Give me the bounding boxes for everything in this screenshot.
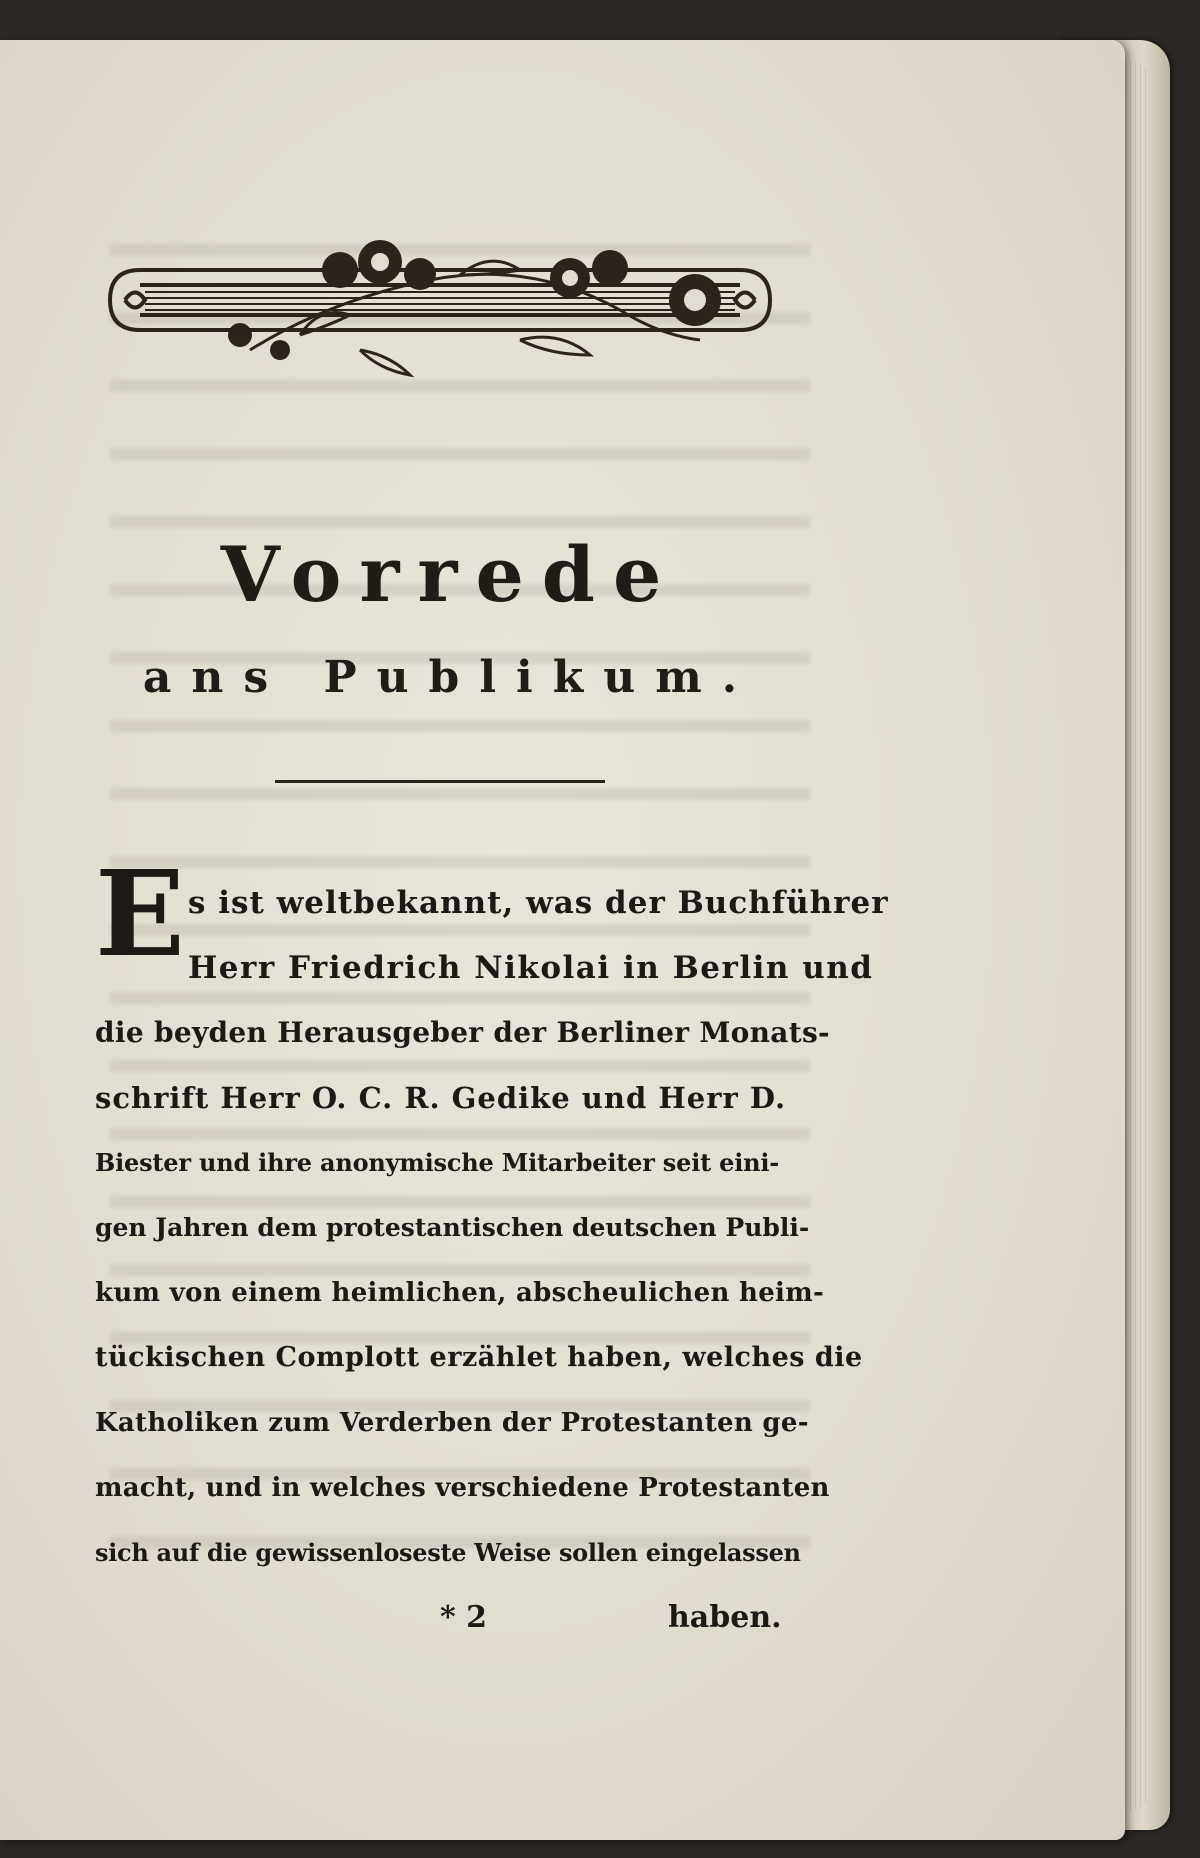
body-line-8: tückischen Complott erzählet haben, welches die	[95, 1342, 863, 1373]
body-line-1: s ist weltbekannt, was der Buchführer	[188, 885, 889, 921]
page-text	[0, 40, 1125, 1840]
body-line-5: Biester und ihre anonymische Mitarbeiter seit eini-	[95, 1148, 780, 1177]
catchword: haben.	[668, 1600, 782, 1635]
title-divider-rule	[275, 780, 605, 783]
page-title: Vorrede	[220, 530, 680, 619]
drop-cap: E	[95, 844, 185, 983]
signature-mark: * 2	[440, 1600, 488, 1635]
body-line-4: schrift Herr O. C. R. Gedike und Herr D.	[95, 1081, 787, 1115]
body-line-10: macht, und in welches verschiedene Protestanten	[95, 1473, 830, 1503]
body-line-3: die beyden Herausgeber der Berliner Monats-	[95, 1016, 830, 1049]
body-line-6: gen Jahren dem protestantischen deutschen Publi-	[95, 1213, 810, 1242]
body-line-9: Katholiken zum Verderben der Protestanten ge-	[95, 1408, 809, 1438]
page-subtitle: ans Publikum.	[142, 652, 758, 703]
body-line-2: Herr Friedrich Nikolai in Berlin und	[188, 950, 874, 986]
body-line-11: sich auf die gewissenloseste Weise sollen eingelassen	[95, 1538, 801, 1567]
body-line-7: kum von einem heimlichen, abscheulichen heim-	[95, 1278, 825, 1308]
book-page	[0, 40, 1125, 1840]
